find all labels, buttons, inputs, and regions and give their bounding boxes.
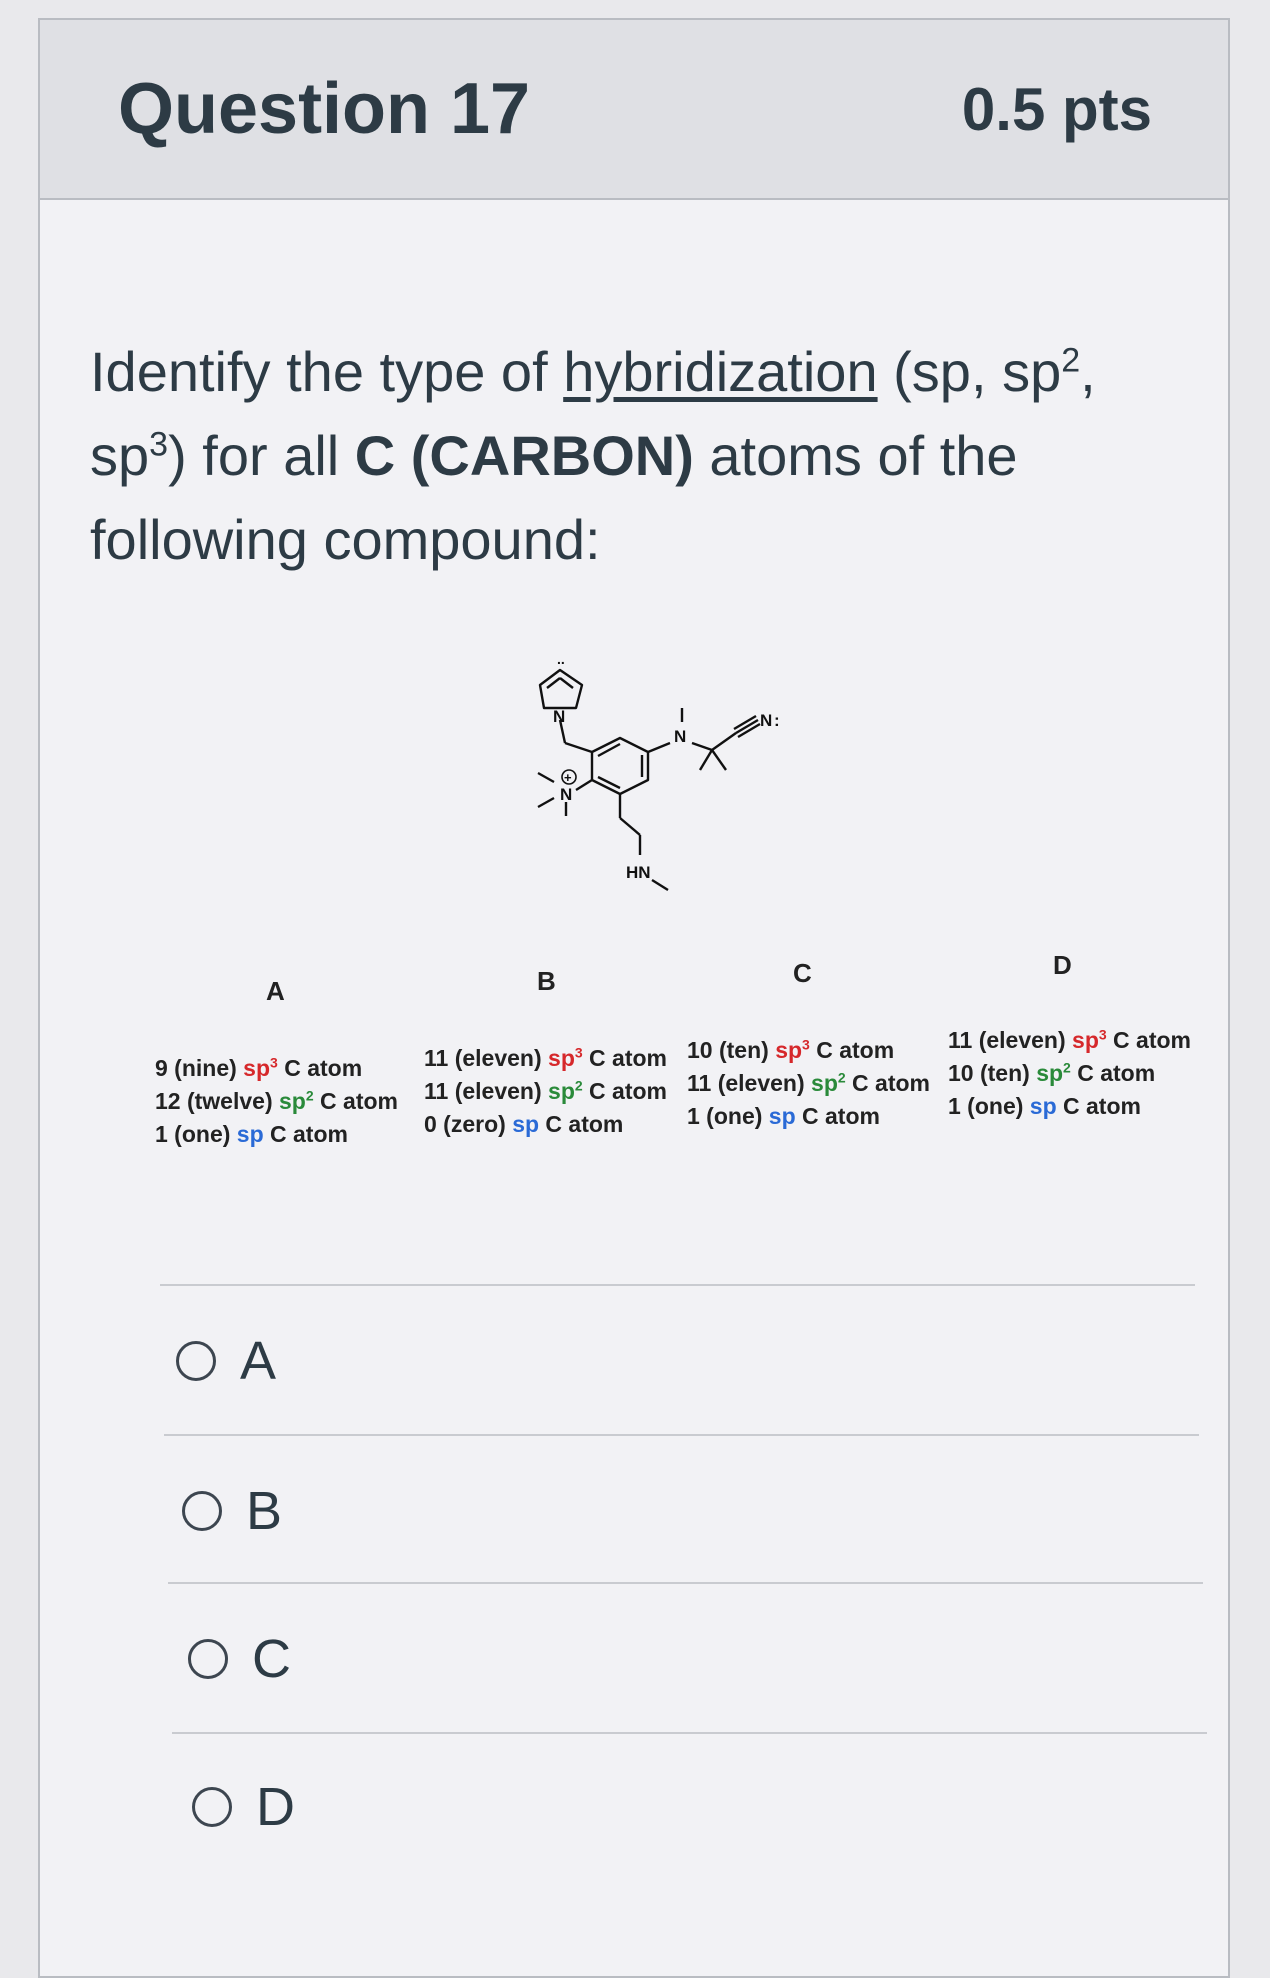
radio-button[interactable] <box>182 1491 222 1531</box>
question-prompt <box>90 330 1130 582</box>
prompt-text: Identify the type of <box>90 340 564 403</box>
answer-label: D <box>256 1777 295 1837</box>
option-line: 10 (ten) $sp^3$ C atom <box>687 1036 895 1063</box>
prompt-text: ) for all <box>168 424 355 487</box>
option-letter-a: A <box>266 976 285 1006</box>
superscript: 3 <box>149 425 169 464</box>
option-line: 11 (eleven) $sp^2$ C atom <box>424 1077 668 1104</box>
atom-label: HN <box>626 863 651 882</box>
answer-label: C <box>252 1629 291 1689</box>
answer-divider <box>172 1732 1207 1734</box>
pyrrole-ring <box>540 670 582 708</box>
option-line: 12 (twelve) $sp^2$ C atom <box>155 1087 398 1114</box>
charge-label: + <box>564 770 572 785</box>
answer-option-a[interactable] <box>176 1330 276 1392</box>
option-letter-b: B <box>537 966 556 996</box>
option-letter-c: C <box>793 958 812 988</box>
atom-label: N <box>560 785 573 804</box>
radio-button[interactable] <box>188 1639 228 1679</box>
atom-label: N <box>674 727 687 746</box>
option-line: 11 (eleven) $sp^3$ C atom <box>424 1044 668 1071</box>
atom-label: N <box>553 707 566 726</box>
option-line: 0 (zero) sp C atom <box>424 1111 624 1137</box>
radio-button[interactable] <box>176 1341 216 1381</box>
answer-label: A <box>240 1331 277 1391</box>
answer-divider <box>168 1582 1203 1584</box>
answer-option-d[interactable] <box>192 1776 295 1838</box>
question-points: 0.5 pts <box>961 75 1152 143</box>
prompt-text: atoms of the following compound: <box>90 424 1018 571</box>
lone-pair: : <box>774 711 780 730</box>
answer-option-c[interactable] <box>188 1628 291 1690</box>
prompt-bold-carbon: C (CARBON) <box>354 424 694 487</box>
option-line: 1 (one) sp C atom <box>155 1121 348 1147</box>
hybridization-link[interactable]: hybridization <box>563 340 878 403</box>
option-line: 1 (one) sp C atom <box>948 1093 1141 1119</box>
answer-divider <box>160 1284 1195 1286</box>
option-line: 11 (eleven) $sp^2$ C atom <box>687 1069 931 1096</box>
option-block-b <box>424 1042 667 1141</box>
prompt-text: , sp <box>90 340 1096 487</box>
option-block-d <box>948 1024 1191 1123</box>
benzene-ring <box>592 738 648 794</box>
answer-divider <box>164 1434 1199 1436</box>
answer-option-b[interactable] <box>182 1480 282 1542</box>
superscript: 2 <box>1061 341 1081 380</box>
atom-label: N <box>760 711 773 730</box>
option-letter-d: D <box>1053 950 1072 980</box>
option-line: 11 (eleven) $sp^3$ C atom <box>948 1026 1192 1053</box>
option-line: 10 (ten) $sp^2$ C atom <box>948 1059 1156 1086</box>
question-title: Question 17 <box>118 69 531 149</box>
prompt-text: (sp, sp <box>877 340 1062 403</box>
option-block-c <box>687 1034 930 1133</box>
option-line: 9 (nine) $sp^3$ C atom <box>155 1054 363 1081</box>
molecule-structure <box>490 640 820 920</box>
option-block-a <box>155 1052 398 1151</box>
question-header <box>40 20 1228 200</box>
radio-button[interactable] <box>192 1787 232 1827</box>
lone-pair: .. <box>557 651 565 667</box>
answer-label: B <box>246 1481 283 1541</box>
option-line: 1 (one) sp C atom <box>687 1103 880 1129</box>
